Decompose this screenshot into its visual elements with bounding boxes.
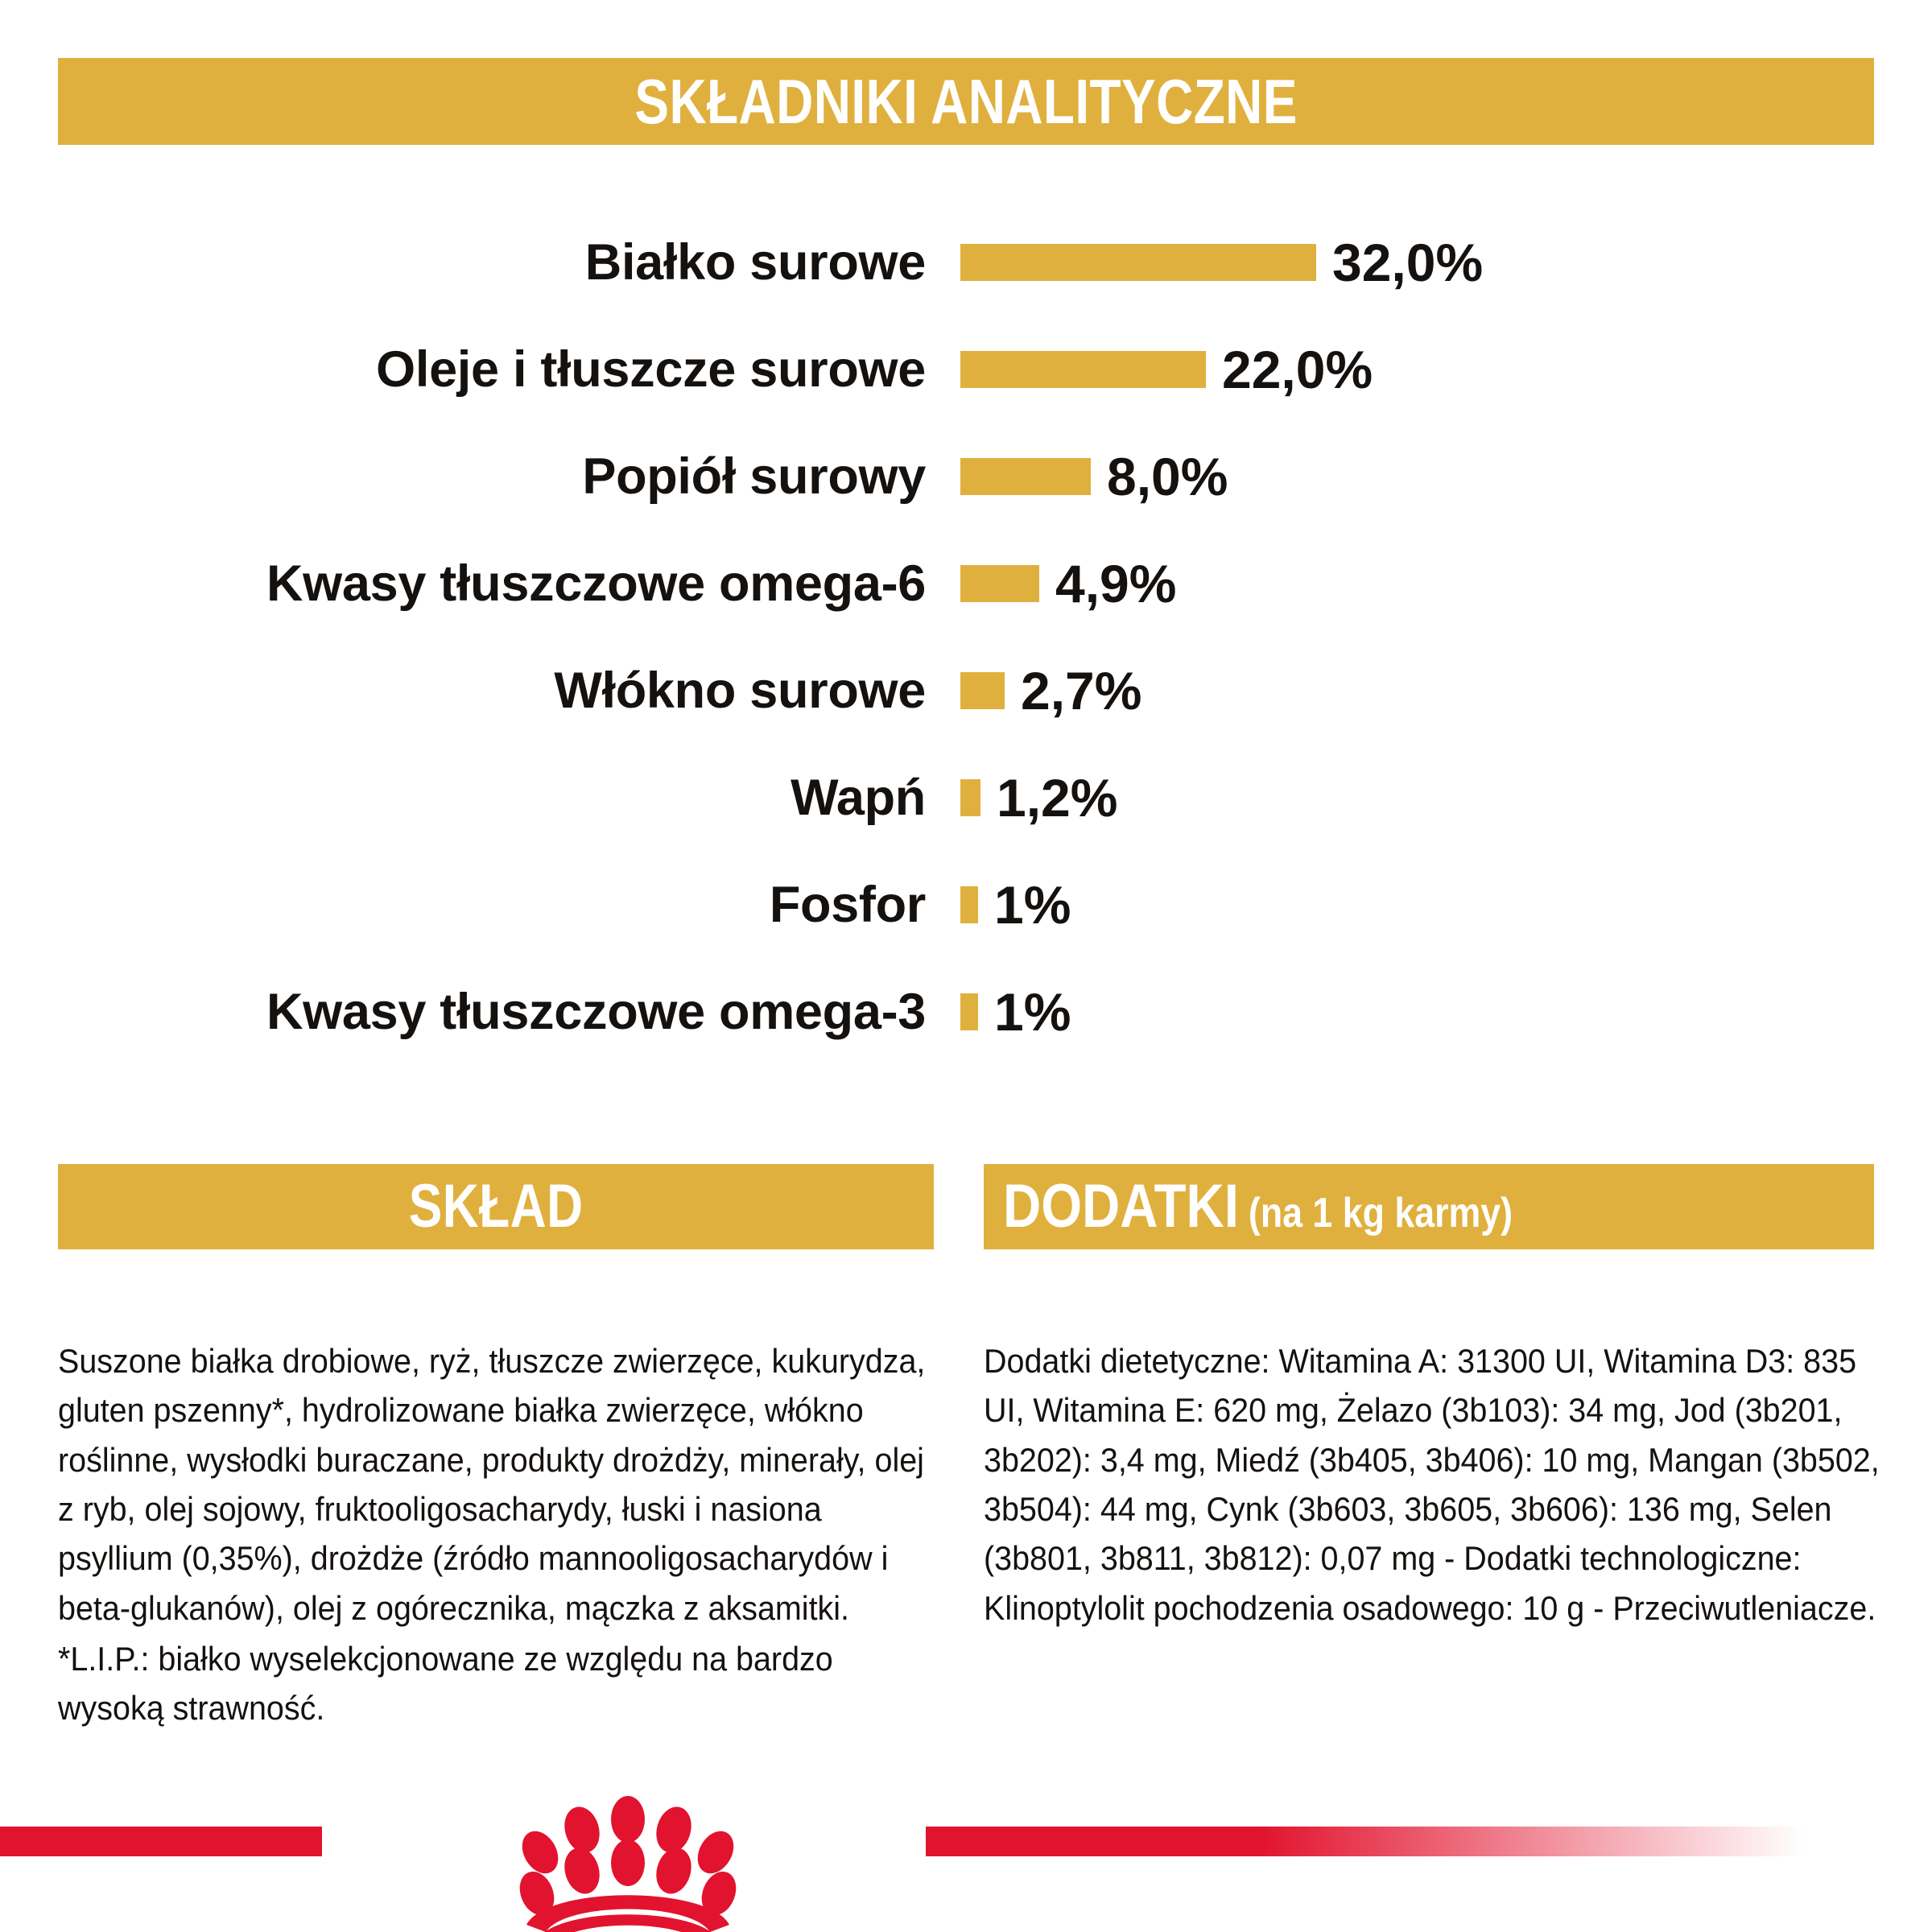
nutrient-label: Białko surowe [584,233,926,291]
nutrient-value: 1% [994,875,1071,935]
nutrient-label: Oleje i tłuszcze surowe [376,341,926,398]
nutrient-label: Popiół surowy [582,448,926,505]
sklad-header [58,1164,934,1249]
chart-row [0,758,1932,838]
nutrient-bar-group [960,447,1228,506]
brand-footer [0,1794,1932,1932]
nutrient-label: Kwasy tłuszczowe omega-3 [266,983,926,1040]
nutrient-label: Wapń [791,769,926,826]
sklad-title: SKŁAD [408,1172,584,1241]
nutrient-label: Kwasy tłuszczowe omega-6 [266,555,926,612]
nutrient-label: Włókno surowe [554,662,926,719]
nutrient-bar-group [960,982,1071,1042]
nutrient-bar [960,886,978,923]
nutrient-value: 1% [994,982,1071,1042]
chart-row [0,865,1932,945]
chart-row [0,650,1932,731]
page-title: SKŁADNIKI ANALITYCZNE [634,66,1298,137]
nutrient-bar [960,351,1206,388]
nutrient-value: 2,7% [1021,661,1142,720]
nutrient-bar [960,458,1091,495]
nutrient-bar-group [960,768,1118,828]
sklad-body-text: Suszone białka drobiowe, ryż, tłuszcze zwierzęce, kukurydza, gluten pszenny*, hydrolizowane białka zwierzęce, włókno roślinne, wysłodki buraczane, produkty drożdży, minerały, olej z ryb, olej sojowy, fruktooligosacharydy, łuski i nasiona psyllium (0,35%), drożdże (źródło mannooligosacharydów i beta-glukanów), olej z ogórecznika, mączka z aksamitki. [58,1342,926,1627]
nutrient-bar [960,244,1316,281]
dodatki-subtitle: (na 1 kg karmy) [1248,1190,1513,1236]
chart-row [0,436,1932,517]
analytical-constituents-header [58,58,1874,145]
chart-row [0,329,1932,410]
nutrient-value: 32,0% [1332,233,1484,292]
dodatki-title: DODATKI [1003,1172,1239,1241]
footer-rule-right [926,1827,1803,1856]
nutrient-value: 1,2% [997,768,1118,828]
royal-canin-logo-icon [338,1794,918,1932]
nutrient-bar-group [960,875,1071,935]
chart-row [0,543,1932,624]
nutrient-bar-group [960,233,1484,292]
dodatki-header [984,1164,1874,1249]
dodatki-body-text: Dodatki dietetyczne: Witamina A: 31300 UI, Witamina D3: 835 UI, Witamina E: 620 mg, Żelazo (3b103): 34 mg, Jod (3b201, 3b202): 3,4 mg, Miedź (3b405, 3b406): 10 mg, Mangan (3b502, 3b504): 44 mg, Cynk (3b603, 3b605, 3b606): 136 mg, Selen (3b801, 3b811, 3b812): 0,07 mg - Dodatki technologiczne: Klinoptylolit pochodzenia osadowego: 10 g - Przeciwutleniacze. [984,1342,1880,1627]
chart-row [0,972,1932,1052]
nutrient-value: 22,0% [1222,340,1373,399]
nutrient-bar [960,672,1005,709]
sklad-footnote-text: *L.I.P.: białko wyselekcjonowane ze względu na bardzo wysoką strawność. [58,1640,833,1728]
chart-row [0,222,1932,303]
nutrient-bar [960,565,1039,602]
nutrient-bar-group [960,554,1177,613]
nutrient-bar-group [960,340,1373,399]
nutrient-value: 8,0% [1107,447,1228,506]
nutrient-label: Fosfor [769,876,926,933]
nutrient-bar [960,779,980,816]
nutrient-bar [960,993,978,1030]
nutrient-value: 4,9% [1055,554,1177,613]
nutrient-bar-group [960,661,1142,720]
analytical-constituents-chart [0,219,1932,1104]
footer-rule-left [0,1827,322,1856]
dodatki-title-line [1003,1172,1513,1241]
